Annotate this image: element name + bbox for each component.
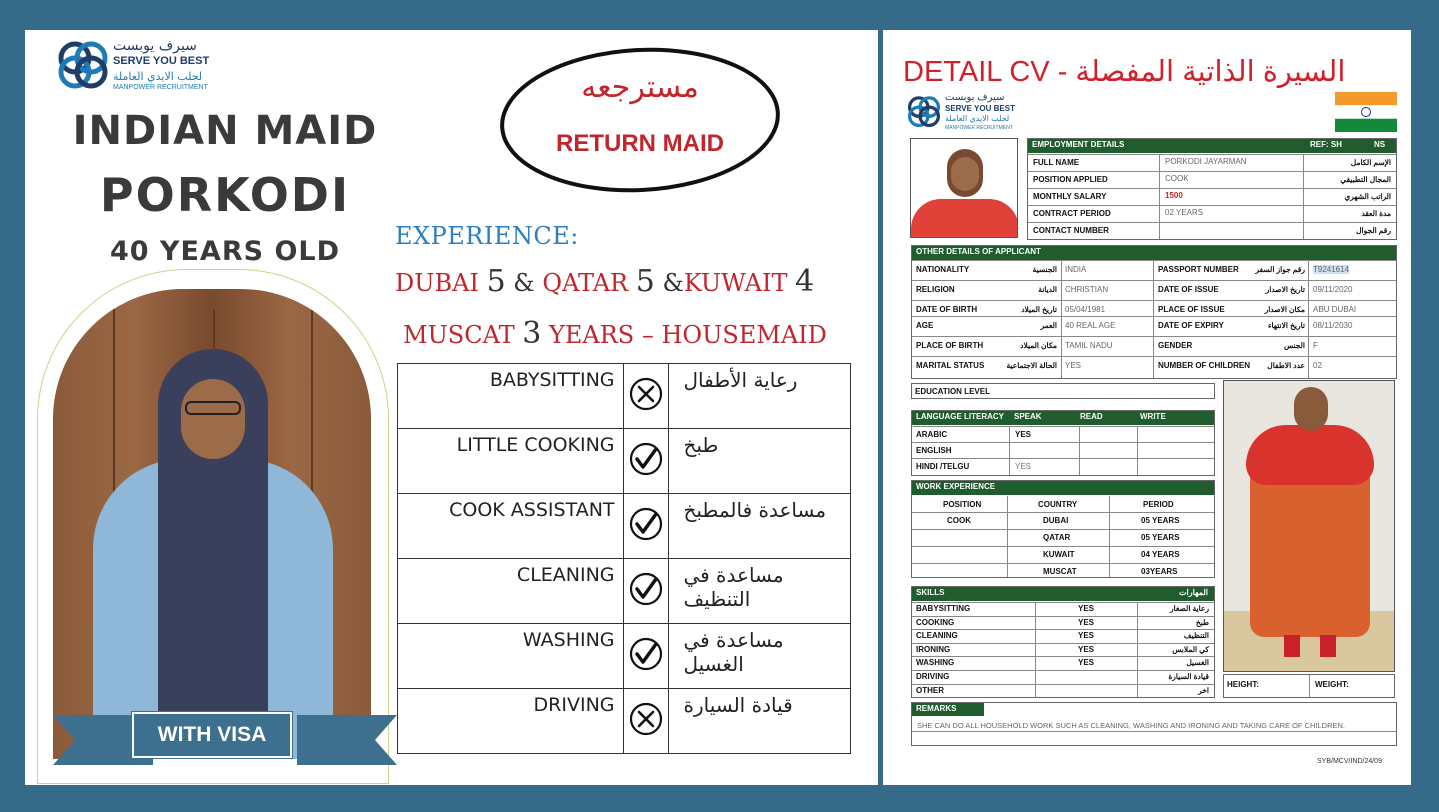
- row-divider: [912, 563, 1214, 564]
- footer-code: SYB/MCV/IND/24/09: [1317, 758, 1382, 765]
- skill-english: DRIVING: [398, 689, 624, 754]
- row-divider: [912, 670, 1214, 671]
- work-country: DUBAI: [1043, 516, 1069, 525]
- cv-logo-subtitle: MANPOWER RECRUITMENT: [945, 125, 1013, 131]
- employment-label: CONTACT NUMBER: [1033, 226, 1109, 235]
- cv-skill-arabic: اخر: [1198, 685, 1209, 695]
- candidate-name: PORKODI: [99, 168, 351, 222]
- cv-skill-arabic: التنظيف: [1183, 631, 1209, 641]
- detail-label: RELIGION: [916, 285, 955, 294]
- language-name: ARABIC: [916, 430, 948, 439]
- check-icon: [623, 559, 669, 624]
- language-name: HINDI /TELGU: [916, 462, 970, 471]
- brand-logo: [57, 36, 257, 96]
- row-divider: [912, 458, 1214, 459]
- skill-english: LITTLE COOKING: [398, 429, 624, 494]
- col-divider: [1159, 154, 1160, 239]
- remarks-text: SHE CAN DO ALL HOUSEHOLD WORK SUCH AS CLEANING, WASHING AND IRONING AND TAKING CARE OF CHILDREN.: [917, 721, 1345, 730]
- col-divider: [1137, 426, 1138, 475]
- skill-arabic: قيادة السيارة: [669, 689, 851, 754]
- detail-arabic: تاريخ الانتهاء: [1268, 321, 1305, 330]
- row-divider: [912, 684, 1214, 685]
- row-divider: [912, 529, 1214, 530]
- employment-value: COOK: [1165, 174, 1189, 183]
- col-divider: [1153, 261, 1154, 378]
- work-experience-header: WORK EXPERIENCE: [912, 481, 1214, 495]
- detail-value: 40 REAL AGE: [1065, 321, 1116, 330]
- detail-label: DATE OF BIRTH: [916, 305, 978, 314]
- language-header: LANGUAGE LITERACY SPEAK READ WRITE: [912, 411, 1214, 425]
- return-badge-arabic: مسترجعه: [581, 70, 699, 105]
- skill-arabic: رعاية الأطفال: [669, 364, 851, 429]
- logo-arabic-tagline: لجلب الايدي العاملة: [113, 70, 203, 83]
- employment-label: CONTRACT PERIOD: [1033, 209, 1111, 218]
- row-divider: [912, 260, 1396, 261]
- work-period: 05 YEARS: [1141, 533, 1180, 542]
- row-divider: [912, 643, 1214, 644]
- work-period: 05 YEARS: [1141, 516, 1180, 525]
- work-column-header: COUNTRY: [1038, 500, 1078, 509]
- col-divider: [1109, 496, 1110, 577]
- cv-skill-arabic: طبخ: [1195, 617, 1209, 627]
- cv-skill-arabic: رعاية الصغار: [1170, 604, 1209, 613]
- detail-label: PASSPORT NUMBER: [1158, 265, 1239, 274]
- work-country: KUWAIT: [1043, 550, 1075, 559]
- detail-arabic: مكان الميلاد: [1020, 341, 1057, 350]
- visa-label: WITH VISA: [132, 712, 292, 758]
- skill-row: [398, 689, 851, 754]
- cv-skill-arabic: الغسيل: [1186, 658, 1209, 668]
- row-divider: [1028, 188, 1396, 189]
- cv-skill-arabic: قيادة السيارة: [1168, 672, 1209, 681]
- row-divider: [912, 442, 1214, 443]
- detail-label: NUMBER OF CHILDREN: [1158, 361, 1250, 370]
- row-divider: [1028, 222, 1396, 223]
- employment-label: MONTHLY SALARY: [1033, 192, 1107, 201]
- detail-arabic: عدد الاطفال: [1267, 361, 1305, 370]
- cv-skill-name: DRIVING: [916, 672, 950, 681]
- detail-label: DATE OF EXPIRY: [1158, 321, 1224, 330]
- row-divider: [912, 629, 1214, 630]
- detail-arabic: الحالة الاجتماعية: [1006, 361, 1057, 370]
- detail-arabic: الجنس: [1283, 341, 1305, 350]
- row-divider: [912, 512, 1214, 513]
- row-divider: [1028, 171, 1396, 172]
- height-label: HEIGHT:: [1227, 680, 1259, 689]
- row-divider: [912, 546, 1214, 547]
- skill-row: [398, 559, 851, 624]
- other-details-header: OTHER DETAILS OF APPLICANT: [912, 246, 1396, 260]
- cross-icon: [623, 689, 669, 754]
- col-divider: [1035, 602, 1036, 697]
- detail-arabic: تاريخ الميلاد: [1021, 305, 1057, 314]
- cv-skill-arabic: كي الملابس: [1172, 644, 1209, 654]
- detail-value: 08/11/2030: [1313, 321, 1353, 330]
- poster-title: INDIAN MAID: [72, 108, 378, 154]
- cv-skill-name: WASHING: [916, 658, 955, 668]
- cv-skill-name: BABYSITTING: [916, 604, 971, 613]
- detail-cv-panel: [883, 30, 1411, 785]
- return-badge-oval: [495, 40, 785, 198]
- employment-arabic: المجال التطبيقي: [1340, 175, 1391, 184]
- remarks-header: REMARKS: [912, 703, 984, 716]
- skill-row: [398, 624, 851, 689]
- detail-arabic: العمر: [1040, 321, 1057, 330]
- education-label: EDUCATION LEVEL: [915, 387, 990, 396]
- employment-arabic: رقم الجوال: [1356, 226, 1391, 235]
- row-divider: [912, 602, 1214, 603]
- employment-value: PORKODI JAYARMAN: [1165, 157, 1247, 166]
- language-speak: YES: [1015, 462, 1032, 471]
- cv-full-body-photo: [1223, 380, 1395, 672]
- logo-subtitle: MANPOWER RECRUITMENT: [113, 84, 208, 91]
- experience-line-2: MUSCAT 3 YEARS – HOUSEMAID: [403, 316, 827, 351]
- detail-label: GENDER: [1158, 341, 1193, 350]
- work-position: COOK: [947, 516, 971, 525]
- skill-arabic: طبخ: [669, 429, 851, 494]
- detail-value: YES: [1065, 361, 1082, 370]
- cv-skill-value: YES: [1078, 631, 1095, 641]
- employment-label: FULL NAME: [1033, 158, 1080, 167]
- skill-row: [398, 429, 851, 494]
- employment-value: 02 YEARS: [1165, 208, 1204, 217]
- col-divider: [1137, 602, 1138, 697]
- row-divider: [1028, 154, 1396, 155]
- detail-label: PLACE OF BIRTH: [916, 341, 984, 350]
- logo-arabic-name: سيرف يوبست: [113, 38, 197, 54]
- work-country: QATAR: [1043, 533, 1071, 542]
- detail-value: CHRISTIAN: [1065, 285, 1109, 294]
- cv-skills-header: SKILLS المهارات: [912, 587, 1214, 601]
- check-icon: [623, 494, 669, 559]
- col-divider: [1009, 426, 1010, 475]
- employment-arabic: الإسم الكامل: [1350, 158, 1391, 167]
- col-divider: [1303, 154, 1304, 239]
- india-flag-icon: [1335, 92, 1397, 132]
- work-period: 03YEARS: [1141, 567, 1178, 576]
- cv-skill-value: YES: [1078, 604, 1095, 613]
- row-divider: [912, 656, 1214, 657]
- col-divider: [1061, 261, 1062, 378]
- col-divider: [1308, 261, 1309, 378]
- detail-value: 05/04/1981: [1065, 305, 1106, 314]
- detail-value: TAMIL NADU: [1065, 341, 1113, 350]
- detail-label: AGE: [916, 321, 934, 330]
- language-speak: YES: [1015, 430, 1032, 439]
- language-name: ENGLISH: [916, 446, 952, 455]
- cv-title: DETAIL CV - السيرة الذاتية المفصلة: [903, 56, 1346, 88]
- skill-arabic: مساعدة فالمطبخ: [669, 494, 851, 559]
- poster-panel: [25, 30, 878, 785]
- cv-logo-mark-icon: [907, 94, 941, 128]
- detail-value: ABU DUBAI: [1313, 305, 1357, 314]
- row-divider: [912, 356, 1396, 357]
- detail-arabic: رقم جواز السفر: [1255, 265, 1305, 274]
- employment-label: POSITION APPLIED: [1033, 175, 1108, 184]
- experience-line-1: DUBAI 5 & QATAR 5 &KUWAIT 4: [395, 264, 815, 299]
- detail-value: T9241614: [1313, 265, 1350, 274]
- skill-english: BABYSITTING: [398, 364, 624, 429]
- experience-heading: EXPERIENCE:: [395, 222, 579, 250]
- employment-arabic: مدة العقد: [1361, 209, 1391, 218]
- skill-arabic: مساعدة في التنظيف: [669, 559, 851, 624]
- detail-label: MARITAL STATUS: [916, 361, 985, 370]
- detail-arabic: تاريخ الاصدار: [1265, 285, 1305, 294]
- cv-skill-value: YES: [1078, 644, 1095, 654]
- row-divider: [912, 300, 1396, 301]
- cv-skill-name: COOKING: [916, 617, 955, 627]
- candidate-age: 40 YEARS OLD: [109, 236, 341, 267]
- skills-table: [397, 363, 851, 754]
- detail-value: F: [1313, 341, 1318, 350]
- row-divider: [912, 426, 1214, 427]
- cv-skill-name: IRONING: [916, 644, 951, 654]
- cv-skill-name: CLEANING: [916, 631, 958, 641]
- return-badge-english: RETURN MAID: [556, 130, 724, 157]
- skill-english: COOK ASSISTANT: [398, 494, 624, 559]
- work-column-header: POSITION: [943, 500, 982, 509]
- cv-portrait-photo: [910, 138, 1018, 238]
- check-icon: [623, 624, 669, 689]
- check-icon: [623, 429, 669, 494]
- employment-value: 1500: [1165, 191, 1183, 200]
- skill-arabic: مساعدة في الغسيل: [669, 624, 851, 689]
- work-column-header: PERIOD: [1143, 500, 1174, 509]
- row-divider: [912, 616, 1214, 617]
- work-country: MUSCAT: [1043, 567, 1077, 576]
- row-divider: [912, 280, 1396, 281]
- cv-logo-tagline: لجلب الايدي العاملة: [945, 114, 1010, 123]
- employment-details-header: EMPLOYMENT DETAILS REF: SH NS: [1028, 139, 1396, 153]
- cv-skill-value: YES: [1078, 658, 1095, 668]
- cv-skill-value: YES: [1078, 617, 1095, 627]
- logo-english-name: SERVE YOU BEST: [113, 55, 210, 67]
- detail-label: PLACE OF ISSUE: [1158, 305, 1225, 314]
- logo-mark-icon: [57, 38, 109, 90]
- cv-skill-name: OTHER: [916, 685, 944, 695]
- work-period: 04 YEARS: [1141, 550, 1180, 559]
- detail-label: DATE OF ISSUE: [1158, 285, 1219, 294]
- skill-english: WASHING: [398, 624, 624, 689]
- candidate-photo: [53, 289, 371, 759]
- detail-value: 09/11/2020: [1313, 285, 1353, 294]
- cv-brand-logo: [907, 92, 1027, 134]
- cv-logo-arabic: سيرف يوبست: [945, 92, 1005, 103]
- employment-arabic: الراتب الشهري: [1344, 192, 1391, 201]
- row-divider: [912, 336, 1396, 337]
- skill-english: CLEANING: [398, 559, 624, 624]
- cross-icon: [623, 364, 669, 429]
- cv-logo-english: SERVE YOU BEST: [945, 104, 1015, 113]
- col-divider: [1079, 426, 1080, 475]
- row-divider: [1028, 205, 1396, 206]
- weight-label: WEIGHT:: [1315, 680, 1349, 689]
- detail-arabic: الديانة: [1038, 285, 1057, 294]
- detail-arabic: الجنسية: [1032, 265, 1057, 274]
- row-divider: [912, 316, 1396, 317]
- detail-label: NATIONALITY: [916, 265, 970, 274]
- skill-row: [398, 364, 851, 429]
- col-divider: [1007, 496, 1008, 577]
- skill-row: [398, 494, 851, 559]
- detail-arabic: مكان الاصدار: [1264, 305, 1305, 314]
- detail-value: INDIA: [1065, 265, 1087, 274]
- detail-value: 02: [1313, 361, 1322, 370]
